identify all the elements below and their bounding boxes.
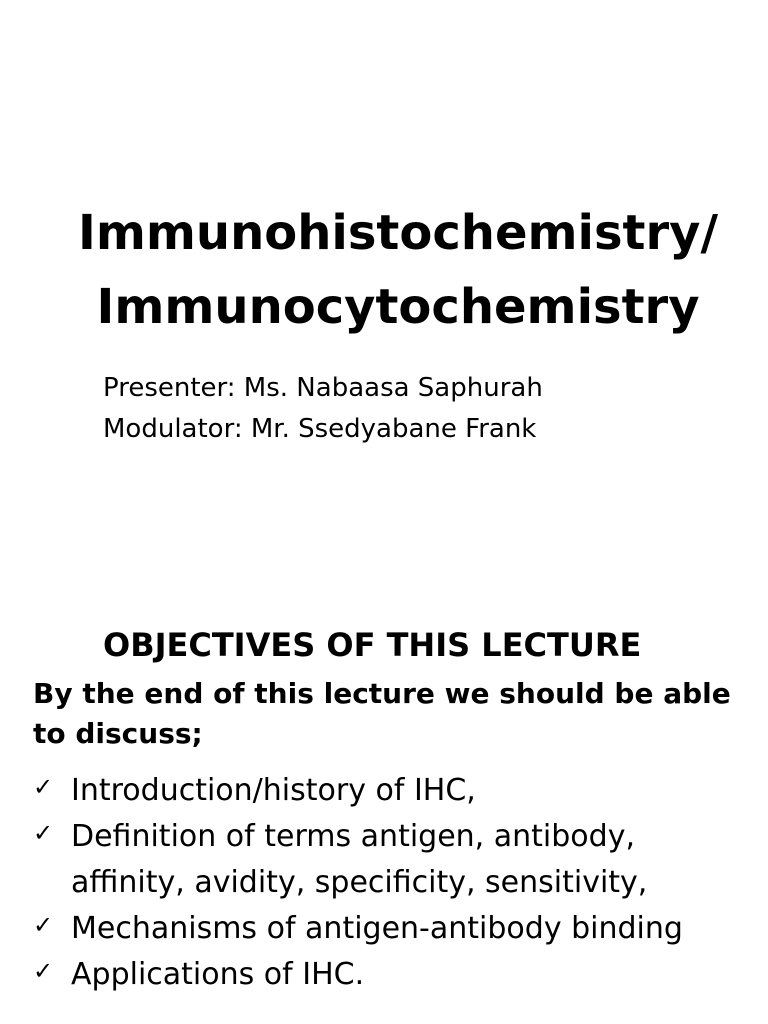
objective-text: Applications of IHC. bbox=[71, 957, 365, 992]
objective-item bbox=[33, 952, 753, 998]
title-line-1: Immunohistochemistry/ bbox=[78, 205, 718, 261]
title-line-2: Immunocytochemistry bbox=[96, 279, 700, 335]
check-icon: ✓ bbox=[33, 773, 54, 801]
objective-item bbox=[33, 906, 753, 952]
objective-text: Definition of terms antigen, antibody, affinity, avidity, specificity, sensitivity, bbox=[71, 819, 648, 900]
objectives-slide bbox=[0, 512, 768, 1024]
modulator-text: Modulator: Mr. Ssedyabane Frank bbox=[103, 414, 537, 444]
presenter-text: Presenter: Ms. Nabaasa Saphurah bbox=[103, 373, 543, 403]
objective-text: Introduction/history of IHC, bbox=[71, 773, 476, 808]
objective-item bbox=[33, 814, 753, 906]
check-icon: ✓ bbox=[33, 819, 54, 847]
objective-text: Mechanisms of antigen-antibody binding bbox=[71, 911, 683, 946]
objectives-intro: By the end of this lecture we should be able to discuss; bbox=[33, 677, 731, 750]
objective-item bbox=[33, 768, 753, 814]
check-icon: ✓ bbox=[33, 911, 54, 939]
objectives-heading: OBJECTIVES OF THIS LECTURE bbox=[103, 626, 642, 664]
check-icon: ✓ bbox=[33, 957, 54, 985]
credits bbox=[103, 368, 543, 450]
objectives-list bbox=[33, 768, 753, 998]
slide-title bbox=[0, 196, 768, 344]
